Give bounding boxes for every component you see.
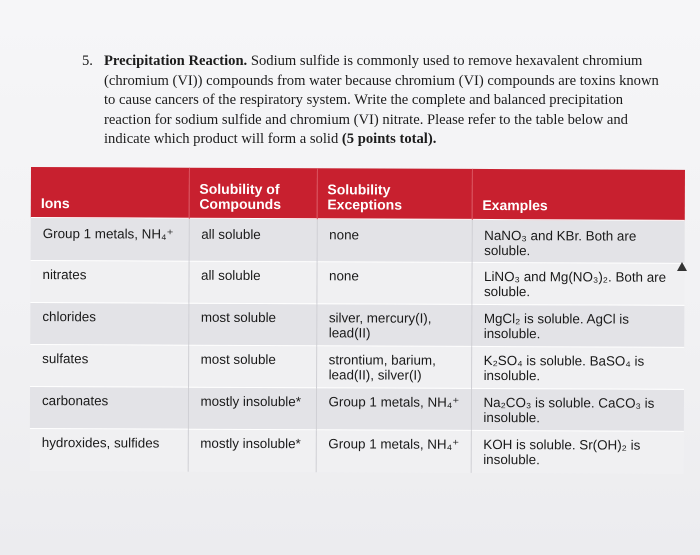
question-title: Precipitation Reaction. [104, 53, 248, 69]
cell-examples: K₂SO₄ is soluble. BaSO₄ is insoluble. [471, 346, 684, 389]
cell-examples: LiNO₃ and Mg(NO₃)₂. Both are soluble. [471, 262, 684, 305]
cell-exceptions: none [316, 262, 471, 305]
question-5 [82, 52, 662, 150]
table-header-row [31, 167, 685, 220]
cell-solubility: all soluble [188, 261, 316, 304]
table-row [30, 344, 684, 389]
header-exceptions: Solubility Exceptions [317, 168, 472, 219]
cell-exceptions: none [317, 219, 472, 263]
cell-exceptions: Group 1 metals, NH₄⁺ [316, 388, 471, 431]
header-ions: Ions [31, 167, 189, 218]
cell-ions: Group 1 metals, NH₄⁺ [31, 217, 189, 261]
cell-examples: KOH is soluble. Sr(OH)₂ is insoluble. [471, 430, 684, 473]
table-row [30, 386, 684, 431]
table-row [30, 302, 684, 347]
header-examples: Examples [472, 169, 685, 220]
cell-solubility: mostly insoluble* [188, 429, 316, 472]
cell-ions: carbonates [30, 386, 188, 429]
cell-solubility: all soluble [189, 218, 317, 262]
cell-examples: Na₂CO₃ is soluble. CaCO₃ is insoluble. [471, 388, 684, 431]
cell-solubility: most soluble [188, 303, 316, 346]
table-row [30, 428, 684, 473]
cell-exceptions: silver, mercury(I), lead(II) [316, 304, 471, 347]
question-body [104, 52, 662, 150]
question-points: (5 points total). [341, 131, 437, 148]
header-solubility: Solubility of Compounds [189, 168, 317, 219]
mouse-cursor-icon [677, 262, 687, 271]
cell-examples: MgCl₂ is soluble. AgCl is insoluble. [471, 304, 684, 347]
cell-exceptions: strontium, barium, lead(II), silver(I) [316, 346, 471, 389]
table-row [31, 217, 685, 263]
solubility-table-container [30, 167, 685, 466]
cell-ions: sulfates [30, 344, 188, 387]
solubility-table [30, 167, 685, 473]
cell-examples: NaNO₃ and KBr. Both are soluble. [472, 219, 685, 263]
cell-solubility: mostly insoluble* [188, 387, 316, 430]
cell-exceptions: Group 1 metals, NH₄⁺ [316, 430, 471, 473]
question-number: 5. [82, 53, 93, 69]
cell-ions: hydroxides, sulfides [30, 428, 188, 471]
question-text: Sodium sulfide is commonly used to remove hexavalent chromium (chromium (VI)) compounds from water because chromium (VI) compounds are toxins known to cause cancers of the respiratory system. Write the complete and balanced precipitation reaction for sodium sulfide and chromium (VI) nitrate. Please refer to the table below and indicate which product will form a solid [104, 53, 659, 148]
cell-ions: nitrates [30, 260, 188, 303]
cell-solubility: most soluble [188, 345, 316, 388]
table-row [30, 260, 684, 305]
cell-ions: chlorides [30, 302, 188, 345]
